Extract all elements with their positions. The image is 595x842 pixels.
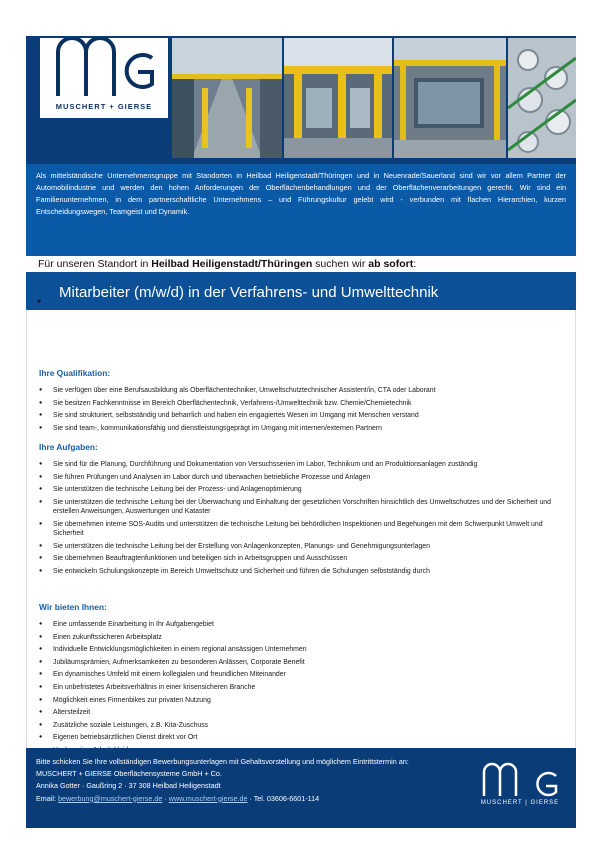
email-link[interactable]: bewerbung@muschert-gierse.de bbox=[57, 793, 163, 803]
tasks-list bbox=[39, 460, 559, 580]
list-item: ● Sie entwickeln Schulungskonzepte im Bereich Umweltschutz und Sicherheit und führen die Schulungen selbstständig durch bbox=[39, 567, 559, 576]
company-intro: Als mittelständische Unternehmensgruppe mit Standorten in Heilbad Heiligenstadt/Thüringen und in Neuenrade/Sauerland sind wir vor allem Partner der Automobilindustrie und werden den hohen Anforderungen der Oberflächenbehandlungen und der Oberflächenverarbeitungen gerecht. Wir sind ein Familienunternehmen, in dem partnerschaftliche Unternehmens – und Führungskultur gelebt wird - verbunden mit flachen Hierarchien, kurzen Entscheidungswegen, Teamgeist und Dynamik. bbox=[36, 171, 566, 217]
bullet-dot-icon: ● bbox=[37, 298, 42, 305]
offer-heading: Wir bieten Ihnen: bbox=[39, 602, 107, 612]
location-when: ab sofort bbox=[368, 258, 414, 270]
list-item: ● Zusätzliche soziale Leistungen, z.B. Kita-Zuschuss bbox=[39, 721, 559, 730]
location-prefix: Für unseren Standort in bbox=[38, 258, 152, 270]
list-item: ● Sie verfügen über eine Berufsausbildung als Oberflächentechniker, Umweltschutztechnischer Assistent/in, CTA oder Laborant bbox=[39, 386, 559, 395]
footer-address: Annika Gotter · Gaußring 2 · 37 308 Heilbad Heiligenstadt bbox=[36, 781, 221, 791]
location-line bbox=[38, 258, 416, 270]
list-item: ● Ein dynamisches Umfeld mit einem kollegialen und freundlichen Miteinander bbox=[39, 670, 559, 679]
list-item: ● Einen zukunftssicheren Arbeitsplatz bbox=[39, 633, 559, 642]
list-item: ● Sie sind team-, kommunikationsfähig und dienstleistungsgeprägt im Umgang mit internen/externen Partnern bbox=[39, 424, 559, 433]
footer-logo-text: MUSCHERT | GIERSE bbox=[480, 800, 560, 806]
footer-logo bbox=[478, 762, 562, 810]
footer-company: MUSCHERT + GIERSE Oberflächensysteme GmbH + Co. bbox=[36, 769, 222, 779]
offer-list bbox=[39, 620, 559, 759]
photo-tank-line bbox=[394, 38, 506, 158]
list-item: ● Eine umfassende Einarbeitung in Ihr Aufgabengebiet bbox=[39, 620, 559, 629]
footer-instruction: Bitte schicken Sie Ihre vollständigen Bewerbungsunterlagen mit Gehaltsvorstellung und möglichem Eintrittstermin an: bbox=[36, 757, 409, 766]
tasks-heading: Ihre Aufgaben: bbox=[39, 442, 98, 452]
footer bbox=[26, 748, 576, 828]
list-item: ● Sie übernehmen interne SOS-Audits und unterstützen die technische Leitung bei behördlichen Inspektionen und Begehungen mit dem Schwerpunkt Umwelt und Sicherheit bbox=[39, 520, 559, 539]
location-place: Heilbad Heiligenstadt/Thüringen bbox=[151, 258, 313, 270]
phone-number: · Tel. 03606-6601-114 bbox=[247, 793, 320, 803]
content-area bbox=[26, 298, 576, 748]
separator: · bbox=[162, 793, 169, 803]
website-link[interactable]: www.muschert-gierse.de bbox=[168, 793, 248, 803]
photo-plating-line bbox=[284, 38, 392, 158]
list-item: ● Sie sind strukturiert, selbstständig und beharrlich und haben ein engagiertes Wesen im Umgang mit Menschen verstand bbox=[39, 411, 559, 420]
contact-block bbox=[36, 756, 409, 805]
list-item: ● Eigenen betriebsärztlichen Dienst direkt vor Ort bbox=[39, 733, 559, 742]
job-title: Mitarbeiter (m/w/d) in der Verfahrens- und Umwelttechnik bbox=[59, 284, 439, 301]
location-middle: suchen wir bbox=[312, 258, 369, 270]
photo-metal-parts bbox=[508, 38, 576, 158]
footer-logo-mark-icon bbox=[478, 762, 562, 800]
list-item: ● Ein unbefristetes Arbeitsverhältnis in einer krisensicheren Branche bbox=[39, 683, 559, 692]
job-ad-page bbox=[26, 36, 576, 826]
company-logo bbox=[40, 38, 168, 118]
list-item: ● Sie unterstützen die technische Leitung bei der Prozess- und Anlagenoptimierung bbox=[39, 485, 559, 494]
location-suffix: : bbox=[413, 258, 417, 270]
footer-contact-line bbox=[36, 793, 409, 805]
logo-text: MUSCHERT + GIERSE bbox=[55, 102, 153, 111]
list-item: ● Sie übernehmen Beauftragtenfunktionen und beteiligen sich in Arbeitsgruppen und Ausschüssen bbox=[39, 554, 559, 563]
list-item: ● Sie unterstützen die technische Leitung bei der Überwachung und Einhaltung der gesetzlichen Vorschriften hinsichtlich des Umweltschutzes und der Sicherheit und erstellen Anweisungen, Auswertungen und Kataster bbox=[39, 498, 559, 517]
photo-production-hall bbox=[172, 38, 282, 158]
list-item: ● Sie führen Prüfungen und Analysen im Labor durch und überwachen betriebliche Prozesse und Anlagen bbox=[39, 473, 559, 482]
email-label: Email: bbox=[36, 793, 58, 803]
logo-mark-icon bbox=[40, 38, 168, 102]
list-item: ● Sie unterstützen die technische Leitung bei der Erstellung von Anlagenkonzepten, Planungs- und Genehmigungsunterlagen bbox=[39, 542, 559, 551]
qualification-list bbox=[39, 386, 559, 436]
list-item: ● Möglichkeit eines Firmenbikes zur privaten Nutzung bbox=[39, 696, 559, 705]
list-item: ● Sie besitzen Fachkenntnisse im Bereich Oberflächentechnik, Verfahrens-/Umwelttechnik bzw. Chemie/Chemietechnik bbox=[39, 399, 559, 408]
list-item: ● Sie sind für die Planung, Durchführung und Dokumentation von Versuchsserien im Labor, Technikum und an Produktionsanlagen zuständig bbox=[39, 460, 559, 469]
list-item: ● Altersteilzeit bbox=[39, 708, 559, 717]
qualification-heading: Ihre Qualifikation: bbox=[39, 368, 111, 378]
list-item: ● Jubiläumsprämien, Aufmerksamkeiten zu besonderen Anlässen, Corporate Benefit bbox=[39, 658, 559, 667]
list-item: ● Individuelle Entwicklungsmöglichkeiten in einem regional ansässigen Unternehmen bbox=[39, 645, 559, 654]
